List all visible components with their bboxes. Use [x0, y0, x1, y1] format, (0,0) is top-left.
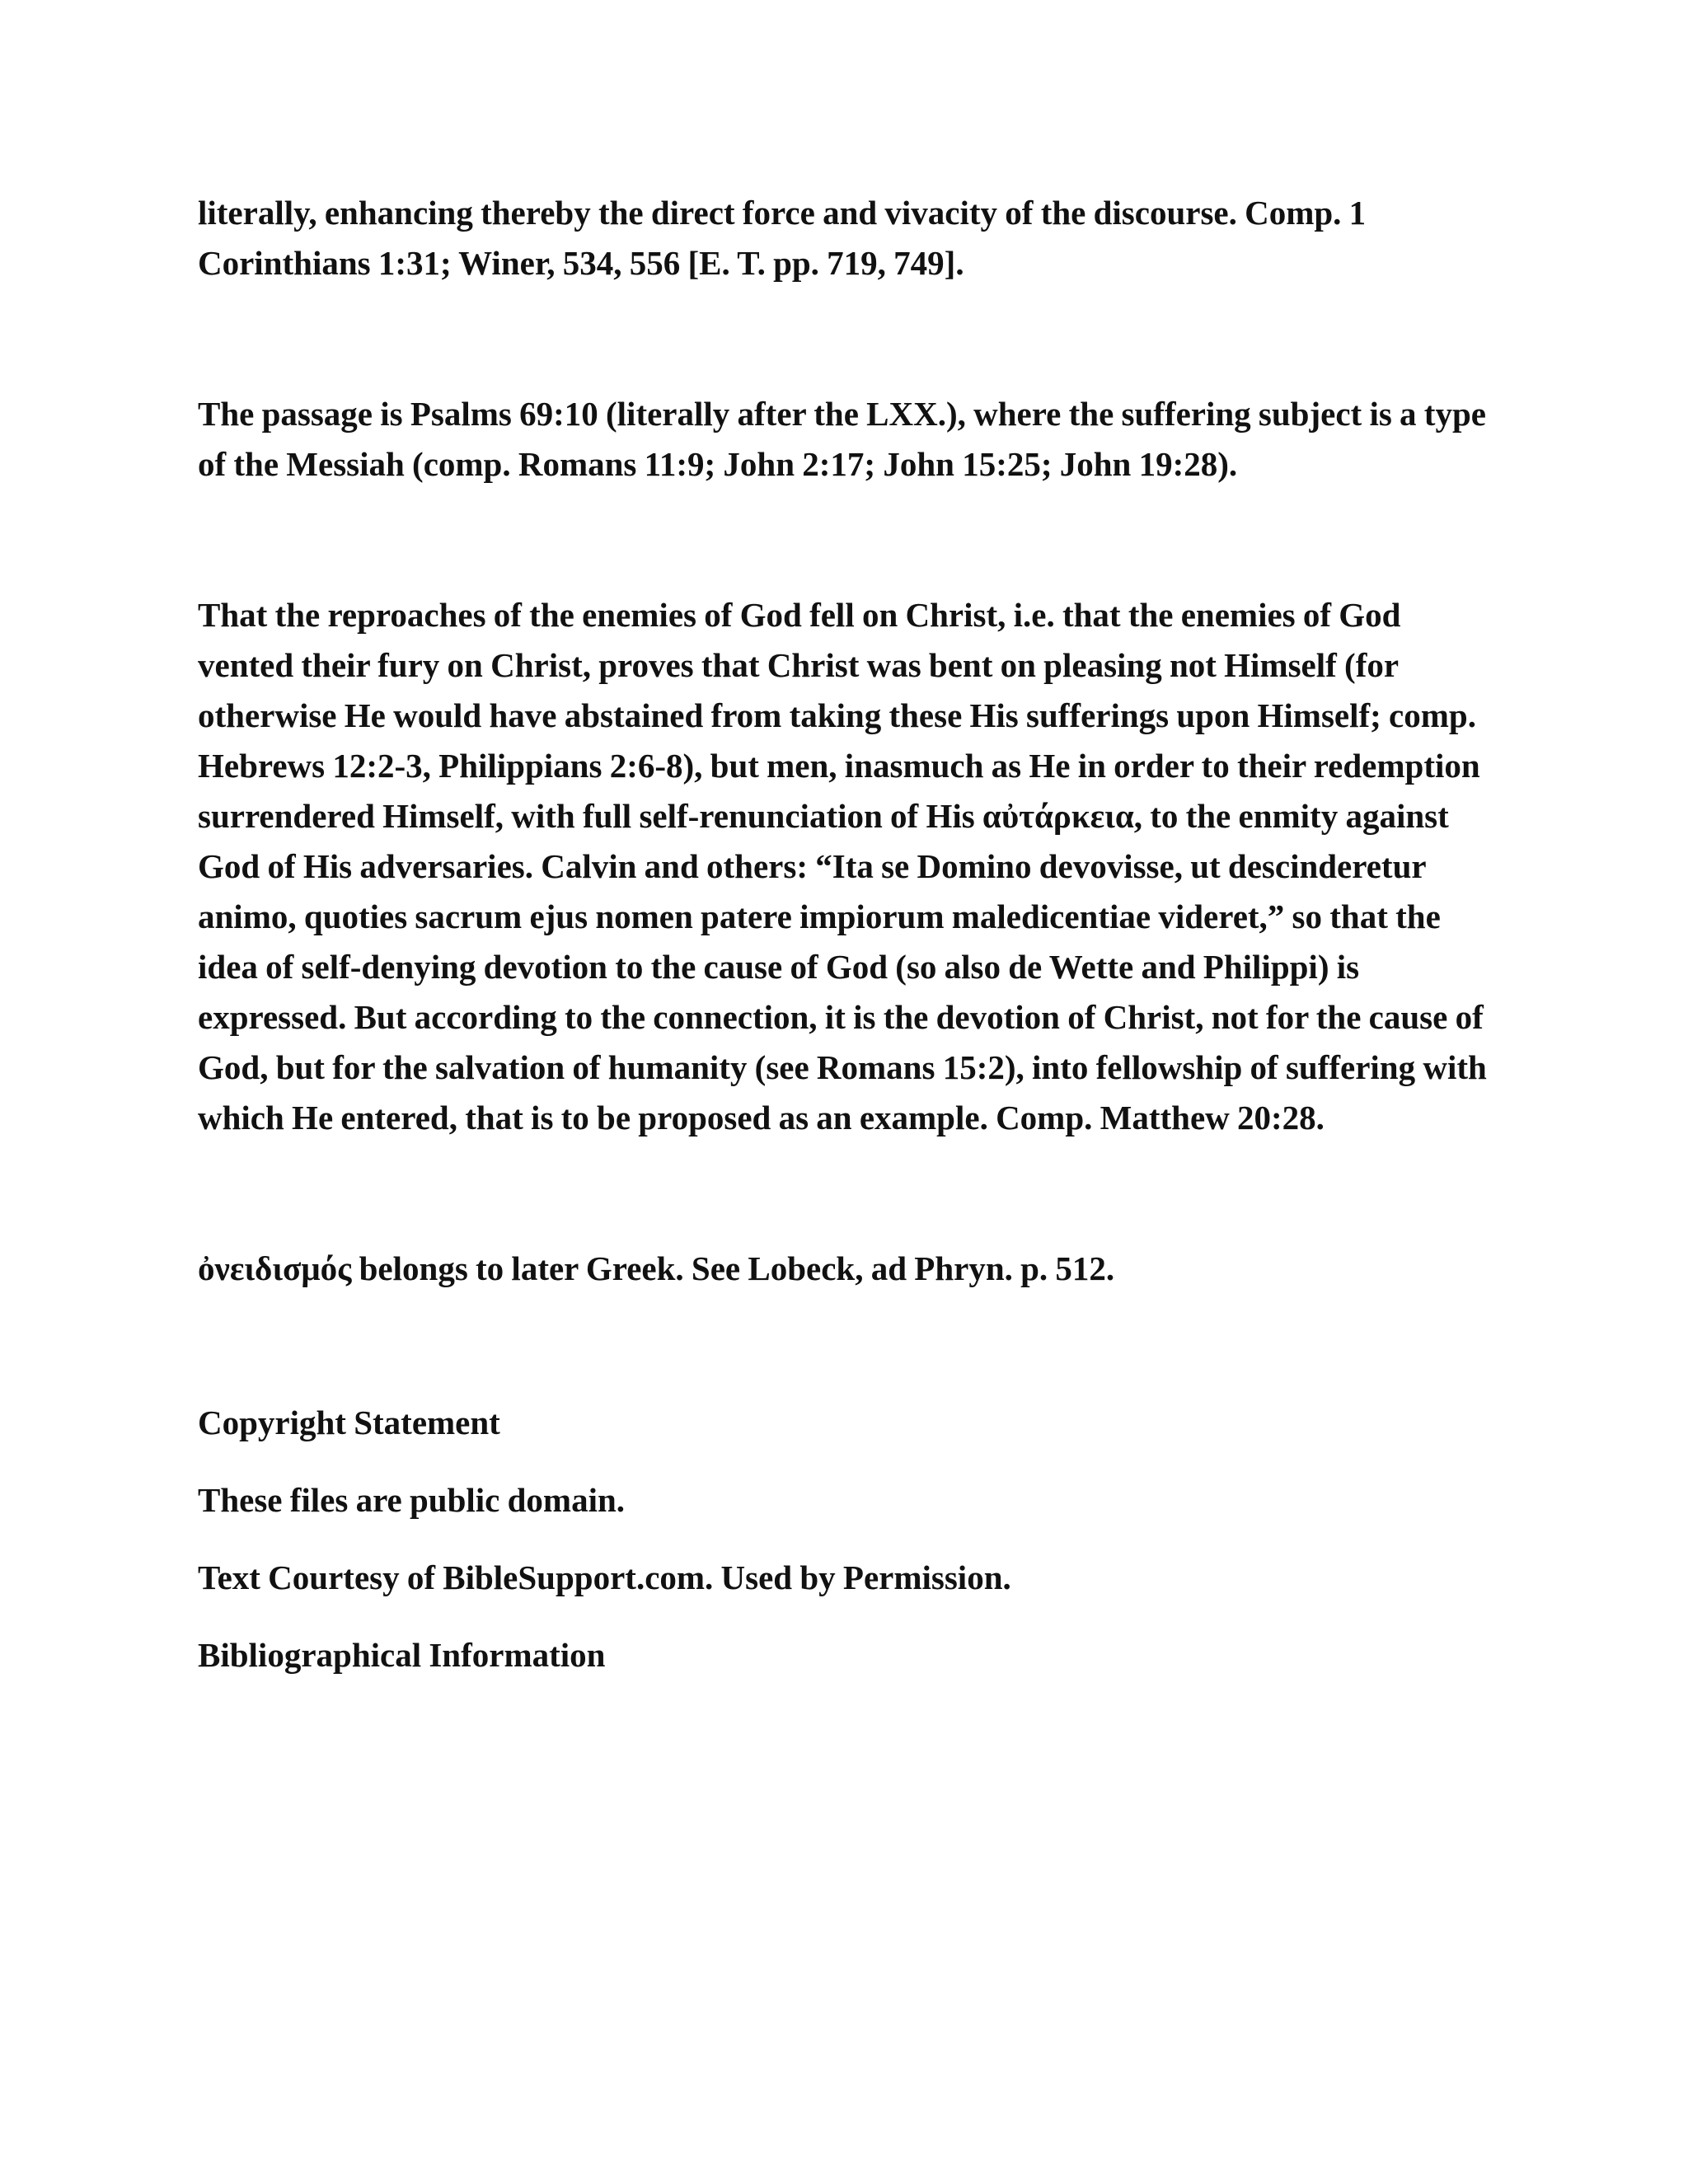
paragraph-reproaches-commentary: That the reproaches of the enemies of God fell on Christ, i.e. that the enemies of God vented their fury on Christ, proves that Christ was bent on pleasing not Himself (for otherwise He would have abstained from taking these His sufferings upon Himself; comp. Hebrews 12:2-3, Philippians 2:6-8), but men, inasmuch as He in order to their redemption surrendered Himself, with full self-renunciation of His αὐτάρκεια, to the enmity against God of His adversaries. Calvin and others: “Ita se Domino devovisse, ut descinderetur animo, quoties sacrum ejus nomen patere impiorum maledicentiae videret,” so that the idea of self-denying devotion to the cause of God (so also de Wette and Philippi) is expressed. But according to the connection, it is the devotion of Christ, not for the cause of God, but for the salvation of humanity (see Romans 15:2), into fellowship of suffering with which He entered, that is to be proposed as an example. Comp. Matthew 20:28.	[198, 596, 1487, 1137]
public-domain-statement: These files are public domain.	[198, 1481, 626, 1519]
copyright-heading: Copyright Statement	[198, 1404, 500, 1441]
paragraph-psalms-passage: The passage is Psalms 69:10 (literally after the LXX.), where the suffering subject is a type of the Messiah (comp. Romans 11:9; John 2:17; John 15:25; John 19:28).	[198, 395, 1486, 483]
document-body	[198, 188, 1500, 1680]
paragraph-greek-note: ὀνειδισμός belongs to later Greek. See Lobeck, ad Phryn. p. 512.	[198, 1249, 1115, 1287]
courtesy-statement: Text Courtesy of BibleSupport.com. Used by Permission.	[198, 1558, 1011, 1596]
bibliographical-heading: Bibliographical Information	[198, 1636, 606, 1674]
paragraph-winer-reference: literally, enhancing thereby the direct force and vivacity of the discourse. Comp. 1 Corinthians 1:31; Winer, 534, 556 [E. T. pp. 719, 749].	[198, 194, 1367, 282]
